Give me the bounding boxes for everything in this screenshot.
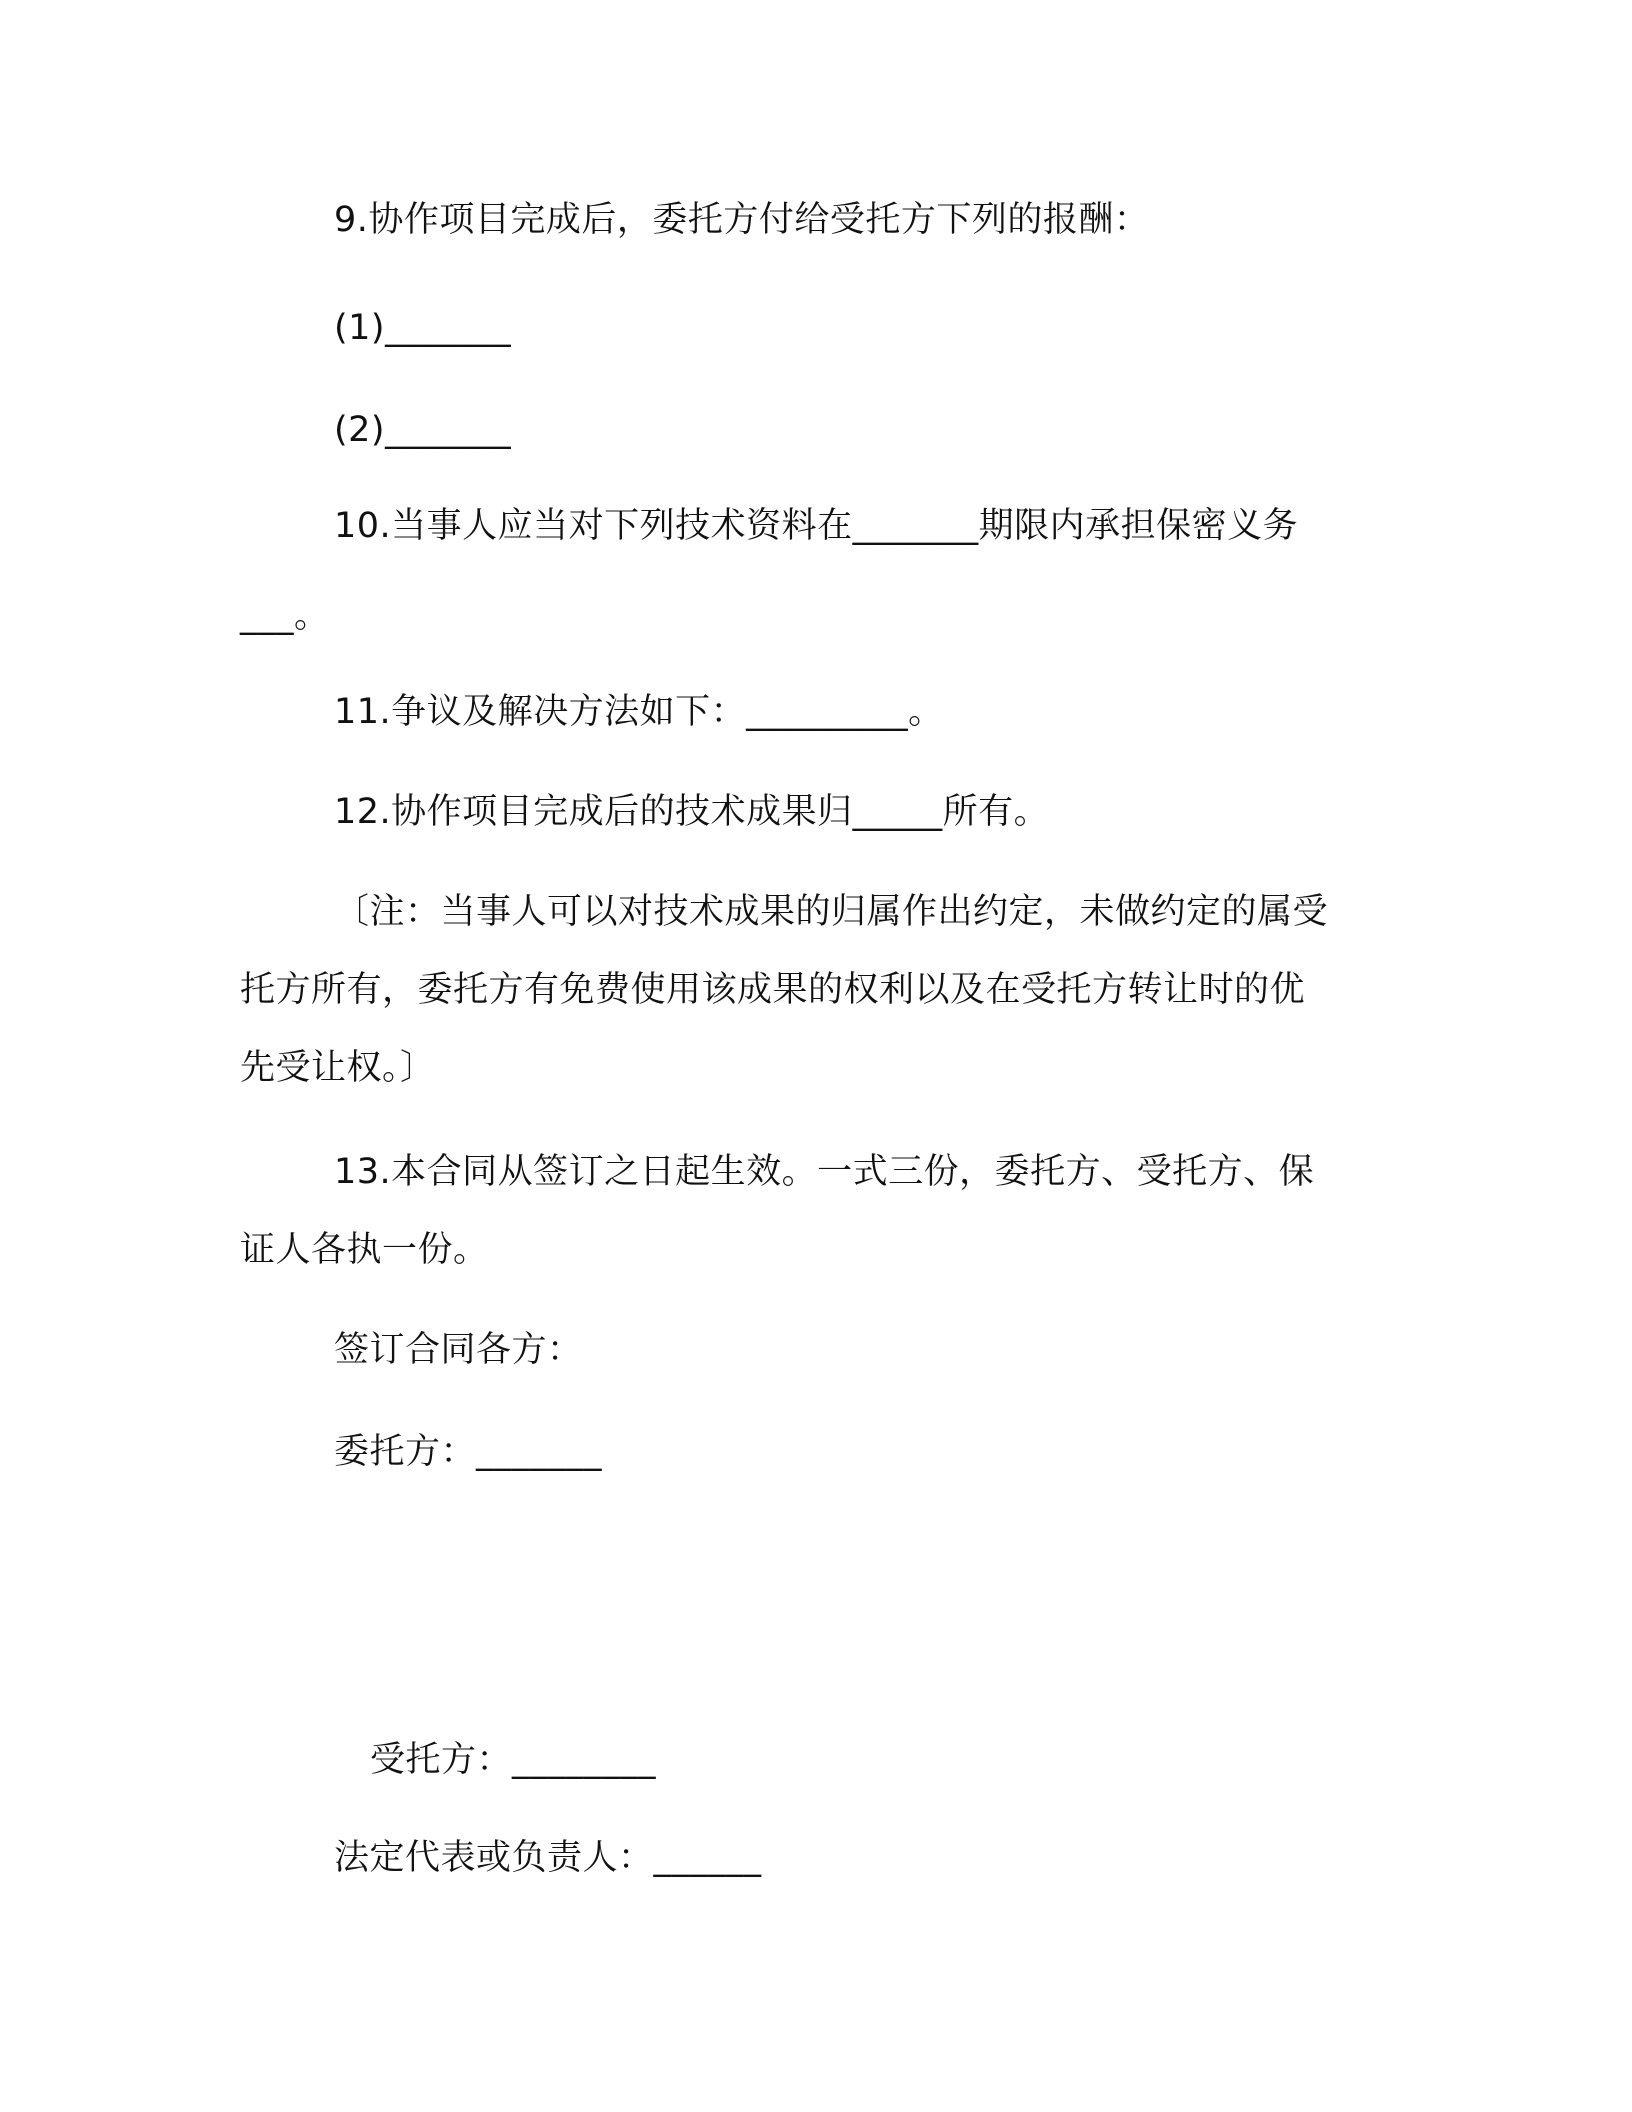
note-line-1: 〔注：当事人可以对技术成果的归属作出约定，未做约定的属受 [334,892,1329,932]
signatories-heading: 签订合同各方： [334,1330,583,1370]
clause-12-text: 12.协作项目完成后的技术成果归_____所有。 [334,792,1050,832]
clause-13-text-line-1: 13.本合同从签订之日起生效。一式三份，委托方、受托方、保 [334,1152,1315,1192]
clause-11-text: 11.争议及解决方法如下：_________。 [334,692,944,732]
note-line-3: 先受让权。〕 [240,1048,436,1088]
clause-10-text-line-2: ___。 [240,596,330,636]
agent-party-line: 受托方：________ [370,1740,657,1780]
clause-10-text-line-1: 10.当事人应当对下列技术资料在_______期限内承担保密义务 [334,506,1299,546]
clause-9-item-2: (2)_______ [334,410,512,450]
principal-party-line: 委托方：_______ [334,1432,603,1472]
clause-9-item-1: (1)_______ [334,308,512,348]
note-line-2: 托方所有，委托方有免费使用该成果的权利以及在受托方转让时的优 [240,970,1306,1010]
legal-representative-line: 法定代表或负责人：______ [334,1838,762,1878]
clause-13-text-line-2: 证人各执一份。 [240,1230,489,1270]
clause-9-text: 9.协作项目完成后，委托方付给受托方下列的报酬： [334,200,1150,240]
